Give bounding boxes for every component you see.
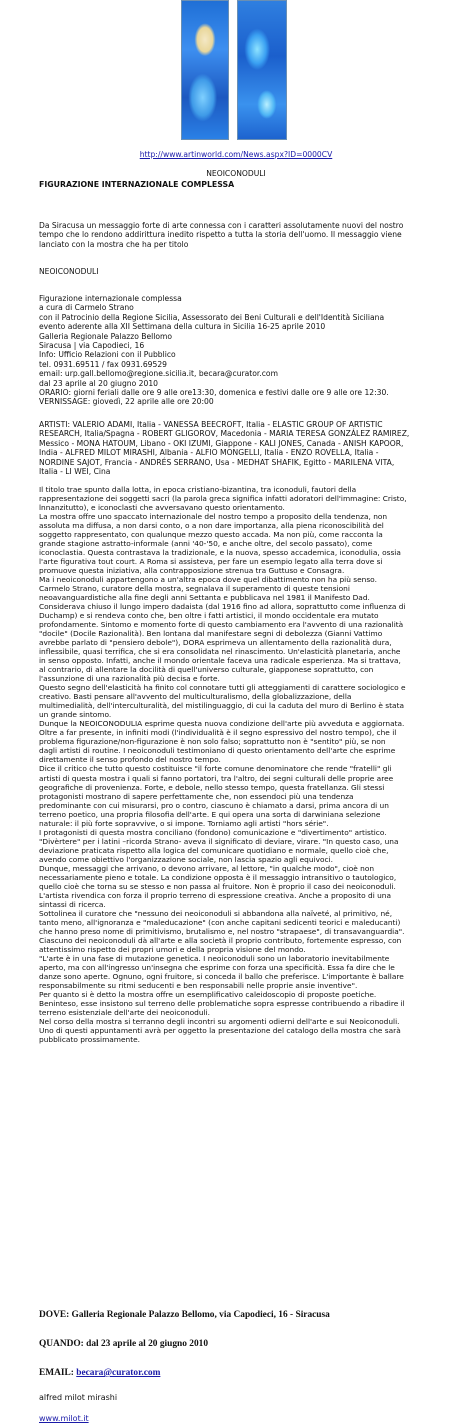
signature: alfred milot mirashi [39,1393,118,1402]
show-name: NEOICONODULI [39,267,99,276]
artwork-right-panel [237,0,287,140]
website-link[interactable]: www.milot.it [39,1414,89,1423]
heading: NEOICONODULI [206,169,266,178]
exhibition-info: Figurazione internazionale complessa a cura di Carmelo Strano con il Patrocinio della Regione Sicilia, Assessorato dei Beni Culturali e dell'Identità Siciliana evento aderente alla XII Settimana della cultura in Sicilia 16-25 aprile 2010 Galleria Regionale Palazzo Bellomo Siracusa | via Capodieci, 16 Info: Ufficio Relazioni con il Pubblico tel. 0931.69511 / fax 0931.69529 email: urp.gall.bellomo@regione.sicilia.it, becara@curator.com dal 23 aprile al 20 giugno 2010 ORARIO: giorni feriali dalle ore 9 alle ore13:30, domenica e festivi dalle ore 9 alle ore 12:30. VERNISSAGE: giovedì, 22 aprile alle ore 20:00 [39,294,389,407]
intro-paragraph: Da Siracusa un messaggio forte di arte connessa con i caratteri assolutamente nuovi del nostro tempo che lo rendono addirittura inedito rispetto a tutta la storia dell'uomo. Il messaggio viene lanciato con la mostra che ha per titolo [39,221,404,249]
source-link-row [0,150,472,159]
dates-line: QUANDO: dal 23 aprile al 20 giugno 2010 [39,1339,209,1349]
email-line [39,1368,160,1378]
subheading: FIGURAZIONE INTERNAZIONALE COMPLESSA [39,180,235,189]
artwork-left-panel [181,0,229,140]
body-text: Il titolo trae spunto dalla lotta, in epoca cristiano-bizantina, tra iconoduli, fautori della rappresentazione dei soggetti sacri (la parola greca significa infatti adoratori dell'immagine: Cristo, lnnanzitutto), e iconoclasti che avversavano questo orientamento. La mostra offre uno spaccato internazionale del nostro tempo a proposito della tendenza, non assoluta ma diffusa, a non darsi conto, o a non dare importanza, alla piena riconoscibilità del soggetto rappresentato, con qualunque mezzo questo accada. Ma non più, come racconta la grande stagione astratto-informale (anni '40-'50, e anche oltre, del secolo passato), come iconoclastia. Questa contrastava la tradizionale, e la nuova, spesso accademica, iconodulia, ossia l'arte figurativa tout court. A Roma si assisteva, per fare un esempio legato alla terra dove si promuove questa iniziativa, alla contrapposizione strenua tra Guttuso e Consagra. Ma i neoiconoduli appartengono a un'altra epoca dove quel dibattimento non ha più senso. Carmelo Strano, curatore della mostra, segnalava il superamento di queste tensioni neoavanguardistiche alla fine degli anni Settanta e pubblicava nel 1981 il Manifesto Dad. Considerava chiuso il lungo impero dadaista (dal 1916 fino ad allora, soprattutto come influenza di Duchamp) e si rendeva conto che, ben oltre i fatti artistici, il mondo occidentale era mutato profondamente. Sintomo e momento forte di questo cambiamento era l'avvento di una razionalità "docile" (Docile Razionalità). Ben lontana dal manifestare segni di debolezza (Gianni Vattimo avrebbe parlato di "pensiero debole"), DORA esprimeva un allentamento della razionalità dura, inflessibile, quasi terrifica, che si era consolidata nel rinascimento. Un'elasticità planetaria, anche in senso opposto. Infatti, anche il mondo orientale faceva una radicale esperienza. Ma si trattava, al contrario, di allentare la docilità di quell'universo culturale, giapponese soprattutto, con l'assunzione di una razionalità più decisa e forte. Questo segno dell'elasticità ha finito col connotare tutti gli atteggiamenti di carattere sociologico e creativo. Basti pensare all'avvento del multiculturalismo, della globalizzazione, della multimedialità, dell'interculturalità, del mistilinguaggio, di cui la caduta del muro di Berlino è stata un grande sintomo. Dunque la NEOICONODULIA esprime questa nuova condizione dell'arte più avveduta e aggiornata. Oltre a far presente, in infiniti modi (l'individualità è il segno espressivo del nostro tempo), che il problema figurazione/non-figurazione è non solo falso; soprattutto non è "sentito" più, se non dagli artisti di routine. I neoiconoduli testimoniano di questo orientamento dell'arte che esprime direttamente il senso profondo del nostro tempo. Dice il critico che tutto questo costituisce "il forte comune denominatore che rende "fratelli" gli artisti di questa mostra i quali si fanno portatori, tra l'altro, dei segni culturali delle proprie aree geografiche di provenienza. Forte, e debole, nello stesso tempo, questa fratellanza. Gli stessi protagonisti mostrano di sapere perfettamente che, non essendoci più una tendenza predominante con cui misurarsi, pro o contro, ciascuno è chiamato a darsi, prima ancora di un terreno poetico, una propria filosofia dell'arte. E qui opera una sorta di darwiniana selezione naturale: il più forte sopravvive, o si impone. Torniamo agli artisti "hors série". I protagonisti di questa mostra conciliano (fondono) comunicazione e "divertimento" artistico. "Divèrtere" per i latini –ricorda Strano- aveva il significato di deviare, virare. "In questo caso, una deviazione praticata rispetto alla logica del comunicare quotidiano e normale, quello cioè che, avendo come obiettivo l'organizzazione sociale, non lascia spazio agli equivoci. Dunque, messaggi che arrivano, o devono arrivare, al lettore, "in qualche modo", cioè non necessariamente pieno e totale. La condizione opposta è il messaggio intransitivo o tautologico, quello cioè che torna su se stesso e non passa al fruitore. Non è proprio il caso dei neoiconoduli. L'artista rivendica con forza il proprio terreno di espressione creativa. Anche a proposito di una sintassi di ricerca. Sottolinea il curatore che "nessuno dei neoiconoduli si abbandona alla naïveté, al primitivo, né, tanto meno, all'ignoranza e "maleducazione" (con anche capitani sedicenti teorici e maleducanti) che hanno preso nome di primitivismo, brutalismo e, nel nostro "strapaese", di transavanguardia". Ciascuno dei neoiconoduli dà all'arte e alla società il proprio contributo, fortemente espresso, con attentissimo rispetto dei propri umori e della propria visione del mondo. "L'arte è in una fase di mutazione genetica. I neoiconoduli sono un laboratorio inevitabilmente aperto, ma con all'ingresso un'insegna che esprime con forza una specificità. Essa fa dire che le danze sono aperte. Ognuno, ogni fruitore, si conceda il ballo che preferisce. L'importante è ballare responsabilmente su ritmi seducenti e ben responsabili nelle proprie ansie inventive". Per quanto si è detto la mostra offre un esemplificativo caleidoscopio di proposte poetiche. Beninteso, esse insistono sul terreno delle problematiche sopra espresse contribuendo a ribadire il terreno esistenziale dell'arte dei neoiconoduli. Nel corso della mostra si terranno degli incontri su argomenti odierni dell'arte e sui Neoiconoduli. Uno di questi appuntamenti avrà per oggetto la presentazione del catalogo della mostra che sarà pubblicato prossimamente. [39,485,407,1044]
email-link[interactable]: becara@curator.com [76,1368,161,1378]
artists-list: ARTISTI: VALERIO ADAMI, Italia - VANESSA BEECROFT, Italia - ELASTIC GROUP OF ARTISTIC RESEARCH, Italia/Spagna - ROBERT GLIGOROV, Macedonia - MARIA TERESA GONZÁLEZ RAMIREZ, Messico - MONA HATOUM, Libano - OKI IZUMI, Giappone - KALI JONES, Canada - ANISH KAPOOR, India - ALFRED MILOT MIRASHI, Albania - ALFIO MONGELLI, Italia - ENZO ROVELLA, Italia - NORDINE SAJOT, Francia - ANDRÉS SERRANO, Usa - MEDHAT SHAFIK, Egitto - MARILENA VITA, Italia - LI WEI, Cina [39,420,410,477]
website-row [39,1414,89,1423]
source-link[interactable]: http://www.artinworld.com/News.aspx?ID=0000CV [139,150,333,159]
email-label: EMAIL: [39,1368,77,1378]
location-line: DOVE: Galleria Regionale Palazzo Bellomo, via Capodieci, 16 - Siracusa [39,1310,330,1320]
